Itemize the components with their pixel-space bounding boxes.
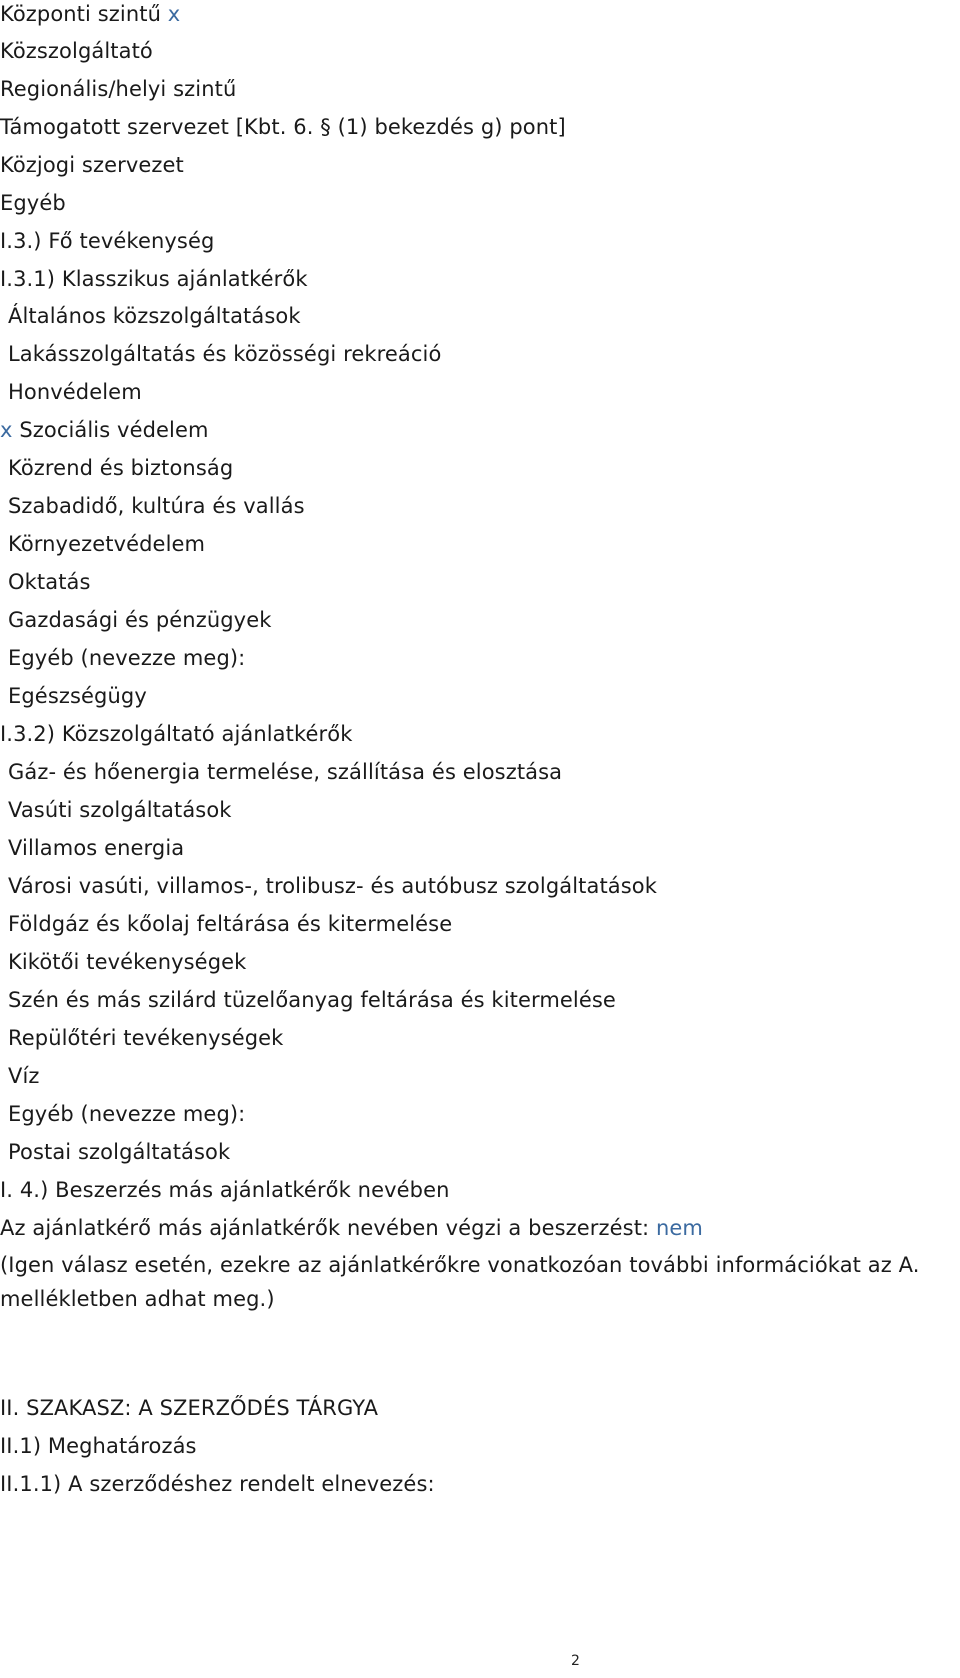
utilities-item: Vasúti szolgáltatások <box>8 798 232 822</box>
purchasing-question-text: Az ajánlatkérő más ajánlatkérők nevében végzi a beszerzést: <box>0 1216 650 1240</box>
authority-other: Egyéb <box>0 191 66 215</box>
authority-central <box>0 0 180 28</box>
utilities-item: Postai szolgáltatások <box>8 1140 231 1164</box>
utilities-item: Repülőtéri tevékenységek <box>8 1026 284 1050</box>
utilities-item: Villamos energia <box>8 836 185 860</box>
purchasing-note-line2: mellékletben adhat meg.) <box>0 1287 275 1311</box>
authority-public-law-body: Közjogi szervezet <box>0 153 184 177</box>
classic-item-label: Általános közszolgáltatások <box>8 304 301 328</box>
classic-item-label: Oktatás <box>8 570 91 594</box>
classic-item <box>0 416 209 444</box>
authority-regional: Regionális/helyi szintű <box>0 77 237 101</box>
page-number: 2 <box>571 1653 580 1669</box>
classic-item <box>8 606 271 634</box>
classic-item-label: Környezetvédelem <box>8 532 206 556</box>
classic-item <box>8 682 147 710</box>
authority-public-service: Közszolgáltató <box>0 39 153 63</box>
utilities-item: Földgáz és kőolaj feltárása és kitermelése <box>8 912 453 936</box>
classic-item-label: Lakásszolgáltatás és közösségi rekreáció <box>8 342 442 366</box>
utilities-item: Kikötői tevékenységek <box>8 950 247 974</box>
classic-item <box>8 454 233 482</box>
classic-item-label: Egészségügy <box>8 684 147 708</box>
purchasing-heading: I. 4.) Beszerzés más ajánlatkérők nevében <box>0 1178 450 1202</box>
purchasing-note-line1: (Igen válasz esetén, ezekre az ajánlatkérőkre vonatkozóan további információkat az A. <box>0 1253 920 1277</box>
utilities-item: Városi vasúti, villamos-, trolibusz- és autóbusz szolgáltatások <box>8 874 658 898</box>
classic-item-label: Honvédelem <box>8 380 142 404</box>
classic-item-label: Szociális védelem <box>19 418 209 442</box>
utilities-heading: I.3.2) Közszolgáltató ajánlatkérők <box>0 722 353 746</box>
section2-heading: II. SZAKASZ: A SZERZŐDÉS TÁRGYA <box>0 1396 379 1420</box>
classic-item <box>8 492 305 520</box>
classic-item-label: Közrend és biztonság <box>8 456 234 480</box>
main-activity-heading: I.3.) Fő tevékenység <box>0 229 215 253</box>
authority-supported-org: Támogatott szervezet [Kbt. 6. § (1) bekezdés g) pont] <box>0 115 566 139</box>
classic-item-mark: x <box>0 418 13 442</box>
utilities-item: Víz <box>8 1064 40 1088</box>
purchasing-answer: nem <box>656 1216 703 1240</box>
classic-item <box>8 340 441 368</box>
classic-heading: I.3.1) Klasszikus ajánlatkérők <box>0 267 308 291</box>
section2-definition: II.1) Meghatározás <box>0 1434 197 1458</box>
authority-central-label: Központi szintű <box>0 2 161 26</box>
utilities-item: Egyéb (nevezze meg): <box>8 1102 246 1126</box>
classic-item <box>8 644 245 672</box>
utilities-item: Gáz- és hőenergia termelése, szállítása és elosztása <box>8 760 563 784</box>
classic-item <box>8 568 91 596</box>
purchasing-question <box>0 1214 703 1242</box>
section2-contract-name: II.1.1) A szerződéshez rendelt elnevezés: <box>0 1472 435 1496</box>
classic-item <box>8 302 301 330</box>
authority-central-mark: x <box>167 2 181 26</box>
utilities-item: Szén és más szilárd tüzelőanyag feltárása és kitermelése <box>8 988 616 1012</box>
classic-item-label: Gazdasági és pénzügyek <box>8 608 272 632</box>
classic-item-label: Egyéb (nevezze meg): <box>8 646 246 670</box>
classic-item <box>8 530 205 558</box>
classic-item-label: Szabadidő, kultúra és vallás <box>8 494 305 518</box>
classic-item <box>8 378 142 406</box>
